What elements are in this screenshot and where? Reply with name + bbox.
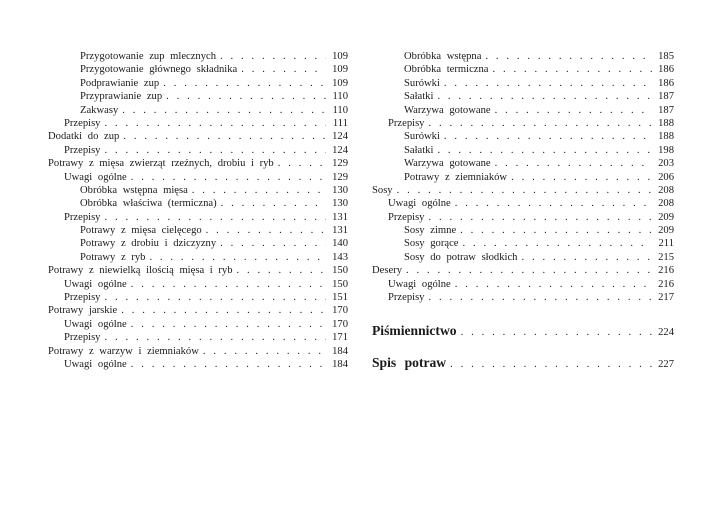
toc-section-page: 224 [658, 327, 674, 339]
toc-entry-label: Obróbka właściwa (termiczna) [80, 198, 217, 210]
toc-entry-label: Potrawy z warzyw i ziemniaków [48, 345, 199, 357]
toc-entry-page: 211 [658, 238, 674, 250]
toc-entry-page: 170 [332, 305, 348, 317]
toc-entry [372, 63, 674, 76]
toc-entry [372, 130, 674, 143]
toc-entry-label: Desery [372, 265, 403, 277]
toc-entry [48, 117, 348, 130]
toc-section-label: Piśmiennictwo [372, 323, 457, 339]
toc-entry [48, 331, 348, 344]
toc-entry [372, 171, 674, 184]
toc-entry [48, 130, 348, 143]
toc-entry-page: 185 [658, 51, 674, 62]
toc-entry-page: 206 [658, 171, 674, 183]
toc-entry [372, 211, 674, 224]
toc-entry [48, 77, 348, 90]
toc-entry-page: 209 [658, 225, 674, 237]
toc-entry-label: Przepisy [64, 292, 101, 304]
toc-entry-label: Sosy [372, 184, 393, 196]
toc-entry [48, 63, 348, 76]
toc-entry [48, 251, 348, 264]
toc-entry-page: 109 [332, 77, 348, 89]
toc-column-left [48, 50, 348, 371]
toc-entry [48, 90, 348, 103]
toc-entry-page: 109 [332, 64, 348, 76]
toc-entry-page: 186 [658, 64, 674, 76]
toc-entry-page: 187 [658, 104, 674, 116]
toc-entry-page: 198 [658, 144, 674, 156]
toc-entry-page: 124 [332, 131, 348, 143]
toc-entry [372, 77, 674, 90]
toc-entry-label: Potrawy jarskie [48, 305, 118, 317]
toc-entry-page: 129 [332, 171, 348, 183]
toc-entry-page: 209 [658, 211, 674, 223]
toc-entry [48, 144, 348, 157]
toc-entry-label: Sosy do potraw słodkich [404, 251, 518, 263]
toc-entry-label: Obróbka wstępna mięsa [80, 184, 188, 196]
toc-entry [372, 184, 674, 197]
toc-entry-page: 187 [658, 91, 674, 103]
toc-entry-label: Przepisy [64, 117, 101, 129]
toc-entry-page: 131 [332, 225, 348, 237]
toc-entry [48, 304, 348, 317]
toc-entry [48, 104, 348, 117]
toc-entry-label: Podprawianie zup [80, 77, 160, 89]
toc-entry-page: 143 [332, 251, 348, 263]
toc-entry [48, 197, 348, 210]
toc-entry [372, 117, 674, 130]
toc-entry [372, 278, 674, 291]
toc-entry-page: 109 [332, 51, 348, 62]
toc-entry [372, 237, 674, 250]
toc-entry-page: 110 [332, 104, 348, 116]
toc-entry [372, 157, 674, 170]
toc-entry [48, 264, 348, 277]
toc-entry-label: Przygotowanie głównego składnika [80, 64, 238, 76]
toc-entry-label: Potrawy z ziemniaków [404, 171, 508, 183]
toc-entry-label: Przepisy [388, 211, 425, 223]
toc-entry-label: Przygotowanie zup mlecznych [80, 51, 217, 62]
toc-entry-page: 186 [658, 77, 674, 89]
toc-entry-page: 170 [332, 318, 348, 330]
toc-entry-label: Uwagi ogólne [388, 198, 451, 210]
toc-entry-page: 150 [332, 265, 348, 277]
toc-entry-page: 111 [332, 117, 348, 129]
toc-entry [48, 358, 348, 371]
toc-entry-page: 208 [658, 198, 674, 210]
toc-entry-page: 150 [332, 278, 348, 290]
toc-entry [372, 50, 674, 63]
toc-column-right [372, 50, 674, 376]
toc-entry-page: 140 [332, 238, 348, 250]
toc-entry-page: 171 [332, 332, 348, 344]
toc-entry-label: Uwagi ogólne [64, 318, 127, 330]
toc-section-label: Spis potraw [372, 355, 447, 371]
toc-entry [48, 171, 348, 184]
toc-entry-label: Uwagi ogólne [64, 171, 127, 183]
toc-entry-page: 216 [658, 265, 674, 277]
toc-entry-label: Przepisy [388, 117, 425, 129]
toc-entry-label: Sosy zimne [404, 225, 457, 237]
toc-entry [372, 90, 674, 103]
toc-entry-label: Potrawy z drobiu i dziczyzny [80, 238, 217, 250]
toc-entry-label: Przepisy [388, 292, 425, 304]
toc-entry-label: Przyprawianie zup [80, 91, 163, 103]
toc-entry [48, 237, 348, 250]
toc-entry [48, 224, 348, 237]
toc-entry-label: Obróbka termiczna [404, 64, 489, 76]
toc-entry [372, 264, 674, 277]
toc-entry-page: 215 [658, 251, 674, 263]
toc-entry-label: Przepisy [64, 332, 101, 344]
toc-entry-page: 216 [658, 278, 674, 290]
toc-entry-label: Warzywa gotowane [404, 104, 491, 116]
toc-entry [48, 50, 348, 63]
toc-entry [48, 278, 348, 291]
toc-entry-label: Warzywa gotowane [404, 158, 491, 170]
toc-entry [372, 197, 674, 210]
toc-entry-page: 131 [332, 211, 348, 223]
toc-entry-page: 129 [332, 158, 348, 170]
toc-entry [48, 291, 348, 304]
toc-entry-label: Dodatki do zup [48, 131, 120, 143]
toc-entry [372, 144, 674, 157]
toc-entry-label: Obróbka wstępna [404, 51, 482, 62]
toc-entry [48, 157, 348, 170]
toc-entry-page: 188 [658, 131, 674, 143]
toc-entry-page: 184 [332, 345, 348, 357]
toc-entry [48, 345, 348, 358]
toc-entry-page: 217 [658, 292, 674, 304]
toc-entry-label: Potrawy z mięsa cielęcego [80, 225, 202, 237]
toc-entry-page: 203 [658, 158, 674, 170]
toc-section-recipe-index [372, 350, 674, 376]
toc-entry-label: Przepisy [64, 211, 101, 223]
toc-entry-label: Surówki [404, 131, 440, 143]
toc-entry [48, 318, 348, 331]
toc-entry-page: 130 [332, 184, 348, 196]
toc-entry-label: Przepisy [64, 144, 101, 156]
toc-entry-label: Uwagi ogólne [64, 278, 127, 290]
toc-entry-page: 151 [332, 292, 348, 304]
toc-entry-page: 208 [658, 184, 674, 196]
toc-entry-label: Sałatki [404, 144, 434, 156]
toc-section-bibliography [372, 318, 674, 344]
toc-entry [372, 224, 674, 237]
toc-entry-page: 110 [332, 91, 348, 103]
toc-entry-label: Potrawy z ryb [80, 251, 146, 263]
toc-section-page: 227 [658, 359, 674, 371]
toc-entry [48, 211, 348, 224]
toc-entry-label: Sosy gorące [404, 238, 459, 250]
toc-entry [372, 104, 674, 117]
toc-entry-label: Potrawy z niewielką ilością mięsa i ryb [48, 265, 233, 277]
toc-entry-label: Uwagi ogólne [388, 278, 451, 290]
toc-entry [48, 184, 348, 197]
toc-entry-label: Zakwasy [80, 104, 119, 116]
toc-entry-page: 184 [332, 358, 348, 370]
toc-entry-label: Uwagi ogólne [64, 358, 127, 370]
toc-entry-label: Surówki [404, 77, 440, 89]
toc-entry-label: Potrawy z mięsa zwierząt rzeźnych, drobiu i ryb [48, 158, 274, 170]
toc-entry-page: 124 [332, 144, 348, 156]
toc-entry-page: 130 [332, 198, 348, 210]
toc-entry [372, 291, 674, 304]
toc-entry-label: Sałatki [404, 91, 434, 103]
toc-entry [372, 251, 674, 264]
toc-entry-page: 188 [658, 117, 674, 129]
